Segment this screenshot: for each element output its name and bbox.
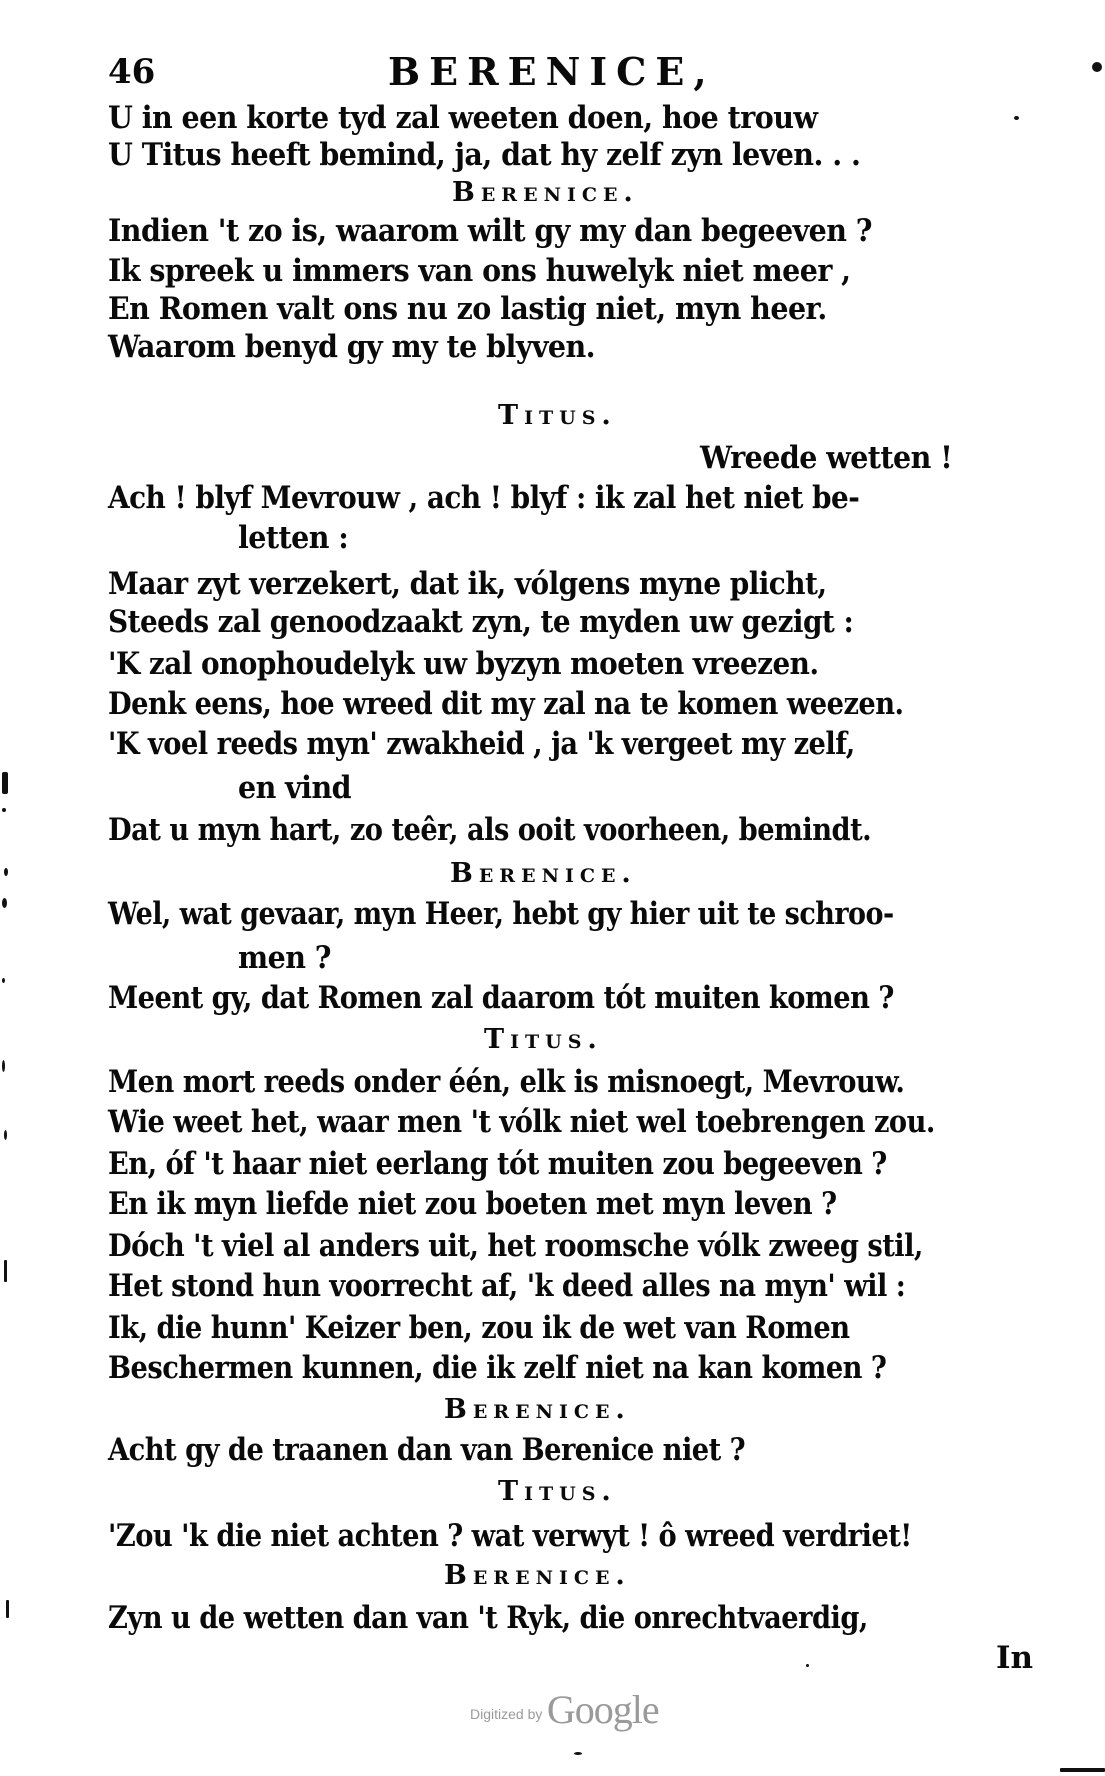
verse-line-continuation: letten : (238, 520, 349, 556)
verse-line: Maar zyt verzekert, dat ik, vólgens myne plicht, (108, 566, 827, 602)
speaker-name: Berenice. (452, 177, 639, 208)
verse-line: Ach ! blyf Mevrouw , ach ! blyf : ik zal het niet be- (108, 480, 860, 516)
page-number: 46 (108, 52, 156, 92)
verse-line: En Romen valt ons nu zo lastig niet, myn heer. (108, 291, 827, 327)
verse-line: 'K zal onophoudelyk uw byzyn moeten vreezen. (108, 646, 819, 682)
verse-line: En ik myn liefde niet zou boeten met myn leven ? (108, 1186, 837, 1222)
scan-speck (1060, 1768, 1105, 1772)
verse-line: 'K voel reeds myn' zwakheid , ja 'k vergeet my zelf, (108, 726, 855, 762)
digitized-by-watermark (470, 1686, 659, 1733)
scan-speck (2, 808, 6, 812)
verse-line: En, óf 't haar niet eerlang tót muiten zou begeeven ? (108, 1146, 887, 1182)
verse-line-continuation: men ? (238, 940, 331, 976)
speaker-name: Berenice. (444, 1394, 631, 1425)
scan-speck (2, 978, 5, 983)
verse-line: Zyn u de wetten dan van 't Ryk, die onrechtvaerdig, (108, 1600, 868, 1636)
speaker-name: Berenice. (450, 858, 637, 889)
scan-speck (2, 1060, 5, 1072)
scan-speck (4, 1130, 7, 1140)
catchword: In (996, 1640, 1034, 1676)
verse-line: Dat u myn hart, zo teêr, als ooit voorheen, bemindt. (108, 812, 872, 848)
scan-speck (6, 1600, 9, 1618)
verse-line: Acht gy de traanen dan van Berenice niet ? (108, 1432, 746, 1468)
verse-line: U in een korte tyd zal weeten doen, hoe trouw (108, 100, 818, 136)
scan-speck (4, 1260, 7, 1282)
google-logo: Google (546, 1687, 659, 1732)
speaker-name: Berenice. (444, 1560, 631, 1591)
scan-speck (1092, 62, 1102, 72)
watermark-prefix: Digitized by (470, 1706, 543, 1722)
verse-line: Het stond hun voorrecht af, 'k deed alles na myn' wil : (108, 1268, 906, 1304)
verse-line: Ik spreek u immers van ons huwelyk niet meer , (108, 253, 851, 289)
verse-line: Beschermen kunnen, die ik zelf niet na kan komen ? (108, 1350, 887, 1386)
verse-line: Denk eens, hoe wreed dit my zal na te komen weezen. (108, 686, 904, 722)
scan-speck (574, 1752, 582, 1755)
verse-line: U Titus heeft bemind, ja, dat hy zelf zyn leven. . . (108, 137, 861, 173)
speaker-name: Titus. (484, 1024, 603, 1055)
verse-line: Waarom benyd gy my te blyven. (108, 329, 596, 365)
running-title: BERENICE, (388, 49, 716, 94)
scan-speck (2, 898, 7, 908)
verse-line: Men mort reeds onder één, elk is misnoegt, Mevrouw. (108, 1064, 905, 1100)
speaker-name: Titus. (498, 400, 617, 431)
scan-speck (806, 1664, 809, 1667)
scan-speck (1014, 116, 1019, 120)
verse-line-right: Wreede wetten ! (700, 440, 953, 476)
scan-speck (4, 868, 8, 876)
verse-line: Indien 't zo is, waarom wilt gy my dan begeeven ? (108, 213, 872, 249)
verse-line: Wel, wat gevaar, myn Heer, hebt gy hier uit te schroo- (108, 896, 894, 932)
verse-line-continuation: en vind (238, 770, 352, 806)
verse-line: Steeds zal genoodzaakt zyn, te myden uw gezigt : (108, 604, 854, 640)
speaker-name: Titus. (498, 1476, 617, 1507)
verse-line: Ik, die hunn' Keizer ben, zou ik de wet van Romen (108, 1310, 850, 1346)
verse-line: 'Zou 'k die niet achten ? wat verwyt ! ô wreed verdriet! (108, 1518, 912, 1554)
verse-line: Dóch 't viel al anders uit, het roomsche vólk zweeg stil, (108, 1228, 923, 1264)
verse-line: Wie weet het, waar men 't vólk niet wel toebrengen zou. (108, 1104, 935, 1140)
scan-speck (2, 772, 8, 794)
verse-line: Meent gy, dat Romen zal daarom tót muiten komen ? (108, 980, 894, 1016)
